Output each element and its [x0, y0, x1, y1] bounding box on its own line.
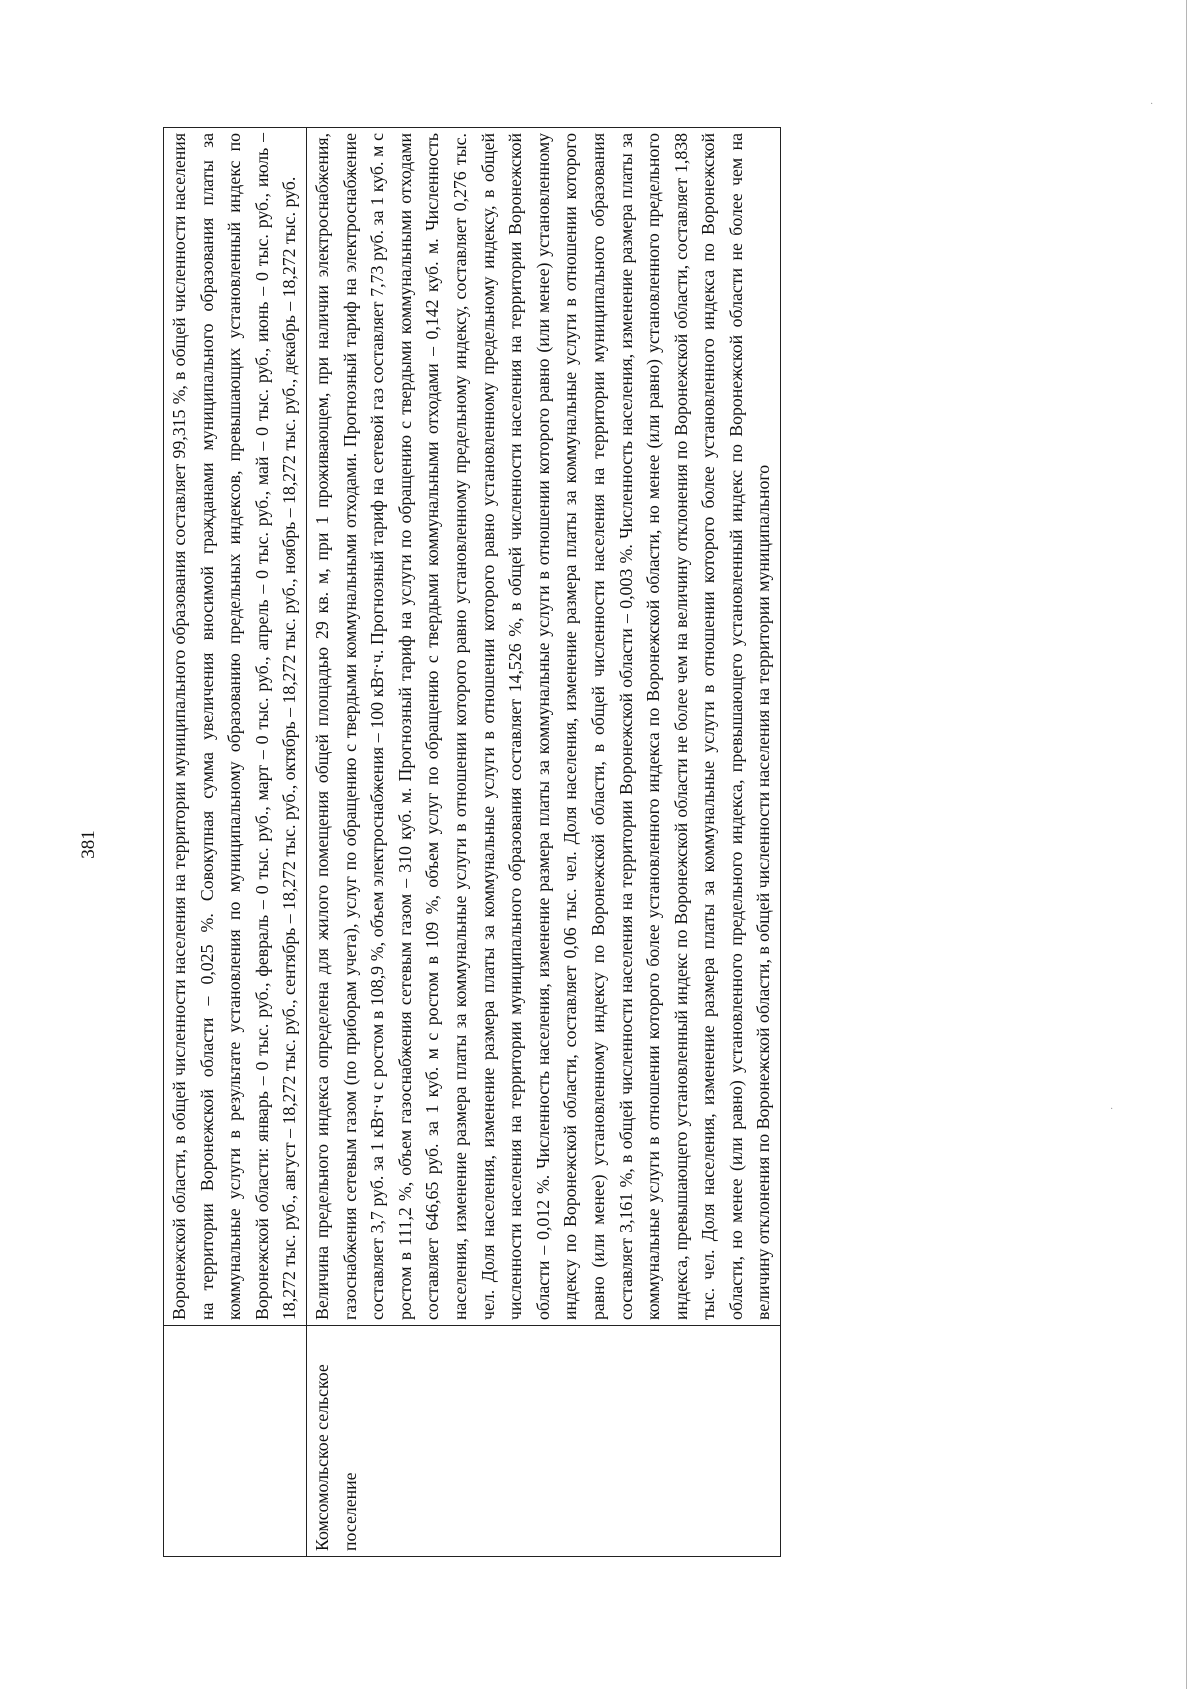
table-row: [306, 128, 780, 1557]
municipality-name-cell: Комсомольское сельское поселение: [306, 1326, 780, 1557]
municipality-name-cell: [164, 1326, 307, 1557]
scan-dot: ·: [1150, 99, 1154, 110]
scan-edge-line: [1186, 0, 1187, 1689]
scan-dot: ·: [1110, 1104, 1114, 1115]
page-number: 381: [78, 830, 99, 859]
description-cell: Величина предельного индекса определена для жилого помещения общей площадью 29 кв. м, при 1 проживающем, при наличии электроснабжения, газоснабжения сетевым газом (по приборам учета), услуг по обращению с твердыми коммунальными отходами. Прогнозный тариф на электроснабжение составляет 3,7 руб. за 1 кВт·ч с ростом в 108,9 %, объем электроснабжения – 100 кВт·ч. Прогнозный тариф на сетевой газ составляет 7,73 руб. за 1 куб. м с ростом в 111,2 %, объем газоснабжения сетевым газом – 310 куб. м. Прогнозный тариф на услуги по обращению с твердыми коммунальными отходами составляет 646,65 руб. за 1 куб. м с ростом в 109 %, объем услуг по обращению с твердыми коммунальными отходами – 0,142 куб. м. Численность населения, изменение размера платы за коммунальные услуги в отношении которого равно установленному предельному индексу, составляет 0,276 тыс. чел. Доля населения, изменение размера платы за коммунальные услуги в отношении которого равно установленному предельному индексу, в общей численности населения на территории муниципального образования составляет 14,526 %, в общей численности населения на территории Воронежской области – 0,012 %. Численность населения, изменение размера платы за коммунальные услуги в отношении которого равно (или менее) установленному индексу по Воронежской области, составляет 0,06 тыс. чел. Доля населения, изменение размера платы за коммунальные услуги в отношении которого равно (или менее) установленному индексу по Воронежской области, в общей численности населения на территории муниципального образования составляет 3,161 %, в общей численности населения на территории Воронежской области – 0,003 %. Численность населения, изменение размера платы за коммунальные услуги в отношении которого более установленного индекса по Воронежской области, но менее (или равно) установленного предельного индекса, превышающего установленный индекс по Воронежской области не более чем на величину отклонения по Воронежской области, составляет 1,838 тыс. чел. Доля населения, изменение размера платы за коммунальные услуги в отношении которого более установленного индекса по Воронежской области, но менее (или равно) установленного предельного индекса, превышающего установленный индекс по Воронежской области не более чем на величину отклонения по Воронежской области, в общей численности населения на территории муниципального: [306, 128, 780, 1326]
document-table: [163, 127, 781, 1557]
description-cell: Воронежской области, в общей численности населения на территории муниципального образования составляет 99,315 %, в общей численности населения на территории Воронежской области – 0,025 %. Совокупная сумма увеличения вносимой гражданами муниципального образования платы за коммунальные услуги в результате установления по муниципальному образованию предельных индексов, превышающих установленный индекс по Воронежской области: январь – 0 тыс. руб., февраль – 0 тыс. руб., март – 0 тыс. руб., апрель – 0 тыс. руб., май – 0 тыс. руб., июнь – 0 тыс. руб., июль – 18,272 тыс. руб., август – 18,272 тыс. руб., сентябрь – 18,272 тыс. руб., октябрь – 18,272 тыс. руб., ноябрь – 18,272 тыс. руб., декабрь – 18,272 тыс. руб.: [164, 128, 307, 1326]
table-row: [164, 128, 307, 1557]
